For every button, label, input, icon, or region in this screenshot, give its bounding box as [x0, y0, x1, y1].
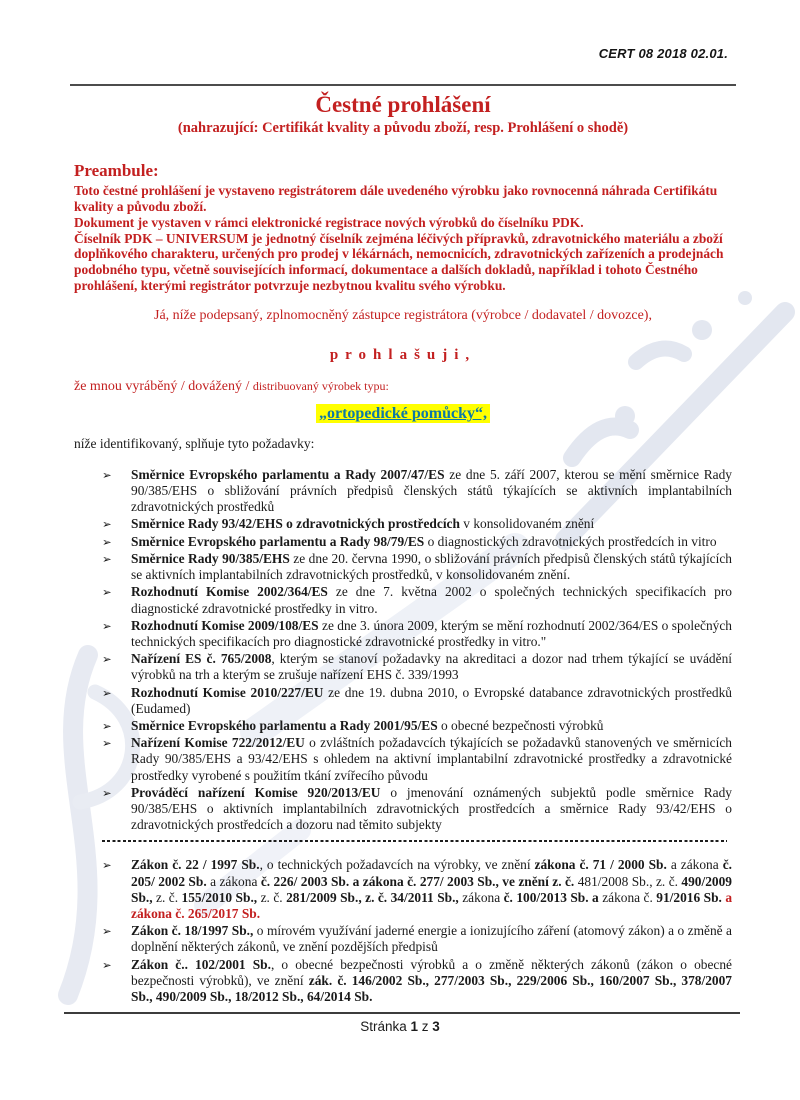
- text-segment: zákona č.: [602, 889, 657, 905]
- arrow-bullet-icon: ➢: [102, 467, 112, 482]
- arrow-bullet-icon: ➢: [102, 924, 112, 939]
- product-name-row: [74, 405, 732, 423]
- list-item: [74, 957, 732, 1006]
- arrow-bullet-icon: ➢: [102, 957, 112, 972]
- text-segment: č. 226/ 2003 Sb. a zákona č. 277/ 2003 Sb., ve znění z. č.: [260, 873, 578, 889]
- text-segment: v konsolidovaném znění: [459, 516, 595, 532]
- text-segment: zákona: [462, 889, 504, 905]
- text-segment: o obecné bezpečnosti výrobků: [437, 717, 604, 733]
- text-segment: 91/2016 Sb.: [656, 889, 726, 905]
- footer-rule: [64, 1012, 740, 1014]
- text-segment: zákona č. 71 / 2000 Sb.: [534, 857, 667, 873]
- product-type-line-small: distribuovaný výrobek typu:: [252, 378, 389, 393]
- document-reference-code: CERT 08 2018 02.01.: [598, 46, 728, 61]
- eu-regulations-list: [74, 467, 732, 833]
- text-segment: Směrnice Evropského parlamentu a Rady 2007/47/ES: [131, 466, 445, 482]
- arrow-bullet-icon: ➢: [102, 736, 112, 751]
- list-item: [74, 584, 732, 616]
- highlighted-product-name: „ortopedické pomůcky“,: [316, 404, 490, 423]
- arrow-bullet-icon: ➢: [102, 652, 112, 667]
- text-segment: Prováděcí nařízení Komise 920/2013/EU: [131, 784, 381, 800]
- arrow-bullet-icon: ➢: [102, 585, 112, 600]
- page-number-label: Stránka: [360, 1019, 407, 1034]
- text-segment: Nařízení Komise 722/2012/EU: [131, 735, 305, 751]
- text-segment: z. č.: [260, 889, 287, 905]
- list-item: [74, 551, 732, 583]
- preamble-heading: Preambule:: [74, 161, 159, 181]
- page-number-separator: z: [421, 1019, 429, 1034]
- arrow-bullet-icon: ➢: [102, 858, 112, 873]
- text-segment: o zvláštních požadavcích týkajících se požadavků stanovených ve směrnicích Rady 90/385/EHS a 93/42/EHS s ohledem na aktivní implantabilní zdravotnické prostředky a zdravotnické prostředky vyrobené s použitím tkání zvířecího původu: [131, 735, 732, 783]
- text-segment: Rozhodnutí Komise 2002/364/ES: [131, 584, 328, 600]
- text-segment: a zákona: [666, 857, 723, 873]
- text-segment: 490/2009 Sb.,: [131, 873, 732, 905]
- text-segment: 481/2008 Sb., z. č.: [577, 873, 682, 889]
- text-segment: ze dne 7. května 2002 o společných technických specifikacích pro diagnostické zdravotnické prostředky in vitro.: [131, 584, 732, 616]
- text-segment: o diagnostických zdravotnických prostředcích in vitro: [424, 533, 717, 549]
- text-segment: o jmenování oznámených subjektů podle směrnice Rady 90/385/EHS o aktivních implantabilních zdravotnických prostředcích a směrnice Rady 93/42/EHS o zdravotnických prostředcích a dozoru nad těmito subjekty: [131, 784, 732, 833]
- text-segment: ze dne 20. června 1990, o sbližování právních předpisů členských států týkajících se aktivních implantabilních zdravotnických prostředků, v konsolidovaném znění.: [131, 550, 732, 583]
- list-item: [74, 735, 732, 784]
- text-segment: ze dne 5. září 2007, kterou se mění směrnice Rady 90/385/EHS o sbližování právních předpisů členských států týkajících se aktivních implantabilních zdravotnických prostředků: [131, 466, 732, 515]
- arrow-bullet-icon: ➢: [102, 517, 112, 532]
- requirements-intro: níže identifikovaný, splňuje tyto požadavky:: [74, 435, 315, 451]
- text-segment: , o technických požadavcích na výrobky, ve znění: [259, 857, 535, 873]
- text-segment: 281/2009 Sb., z. č. 34/2011 Sb.,: [286, 889, 463, 905]
- list-item: [74, 534, 732, 550]
- document-title: Čestné prohlášení: [315, 92, 491, 117]
- text-segment: zák. č. 146/2002 Sb., 277/2003 Sb., 229/2006 Sb., 160/2007 Sb., 378/2007 Sb., 490/2009 Sb., 18/2012 Sb., 64/2014 Sb.: [131, 972, 732, 1004]
- product-type-line-large: že mnou vyráběný / dovážený /: [74, 378, 253, 394]
- arrow-bullet-icon: ➢: [102, 618, 112, 633]
- document-subtitle: (nahrazující: Certifikát kvality a původu zboží, resp. Prohlášení o shodě): [177, 120, 629, 137]
- declaration-verb: prohlašuji,: [329, 346, 477, 363]
- list-item: [74, 718, 732, 734]
- text-segment: Směrnice Evropského parlamentu a Rady 98/79/ES: [131, 533, 425, 549]
- arrow-bullet-icon: ➢: [102, 785, 112, 800]
- text-segment: z. č.: [156, 889, 182, 905]
- dashed-separator: [102, 840, 727, 842]
- text-segment: Rozhodnutí Komise 2009/108/ES: [131, 617, 319, 633]
- list-item: [74, 785, 732, 834]
- preamble-paragraph: Toto čestné prohlášení je vystaveno registrátorem dále uvedeného výrobku jako rovnocenná náhrada Certifikátu kvality a původu zboží.: [74, 183, 718, 215]
- header-rule: [70, 84, 736, 86]
- arrow-bullet-icon: ➢: [102, 534, 112, 549]
- arrow-bullet-icon: ➢: [102, 551, 112, 566]
- text-segment: Zákon č. 22 / 1997 Sb.: [131, 857, 260, 873]
- text-segment: 155/2010 Sb.,: [181, 889, 261, 905]
- preamble-paragraph: Dokument je vystaven v rámci elektronické registrace nových výrobků do číselníku PDK.: [74, 214, 584, 230]
- list-item: [74, 516, 732, 532]
- text-segment: č. 100/2013 Sb. a: [503, 889, 603, 905]
- text-segment: Směrnice Rady 90/385/EHS: [131, 550, 290, 566]
- text-segment: Směrnice Evropského parlamentu a Rady 2001/95/ES: [131, 717, 438, 733]
- text-segment: , kterým se stanoví požadavky na akreditaci a dozor nad trhem týkající se uvádění výrobků na trh a kterým se zrušuje nařízení EHS č. 339/1993: [131, 651, 732, 683]
- declarant-line: Já, níže podepsaný, zplnomocněný zástupce registrátora (výrobce / dodavatel / dovozce),: [154, 307, 652, 323]
- arrow-bullet-icon: ➢: [102, 685, 112, 700]
- preamble-paragraph: Číselník PDK – UNIVERSUM je jednotný číselník zejména léčivých přípravků, zdravotnického materiálu a zboží doplňkového charakteru, určených pro prodej v lékárnách, nemocnicích, zdravotnických zařízeních a prodejnách podobného typu, včetně souvisejících informací, dokumentace a dalších dokladů, například i tohoto Čestného prohlášení, kterými registrátor potvrzuje nezbytnou kvalitu svého výrobku.: [74, 230, 724, 294]
- page-number: [0, 1019, 800, 1034]
- text-segment: Zákon č.. 102/2001 Sb.: [131, 956, 271, 972]
- text-segment: Nařízení ES č. 765/2008: [131, 651, 272, 667]
- page-number-total: 3: [432, 1019, 440, 1034]
- text-segment: ze dne 3. února 2009, kterým se mění rozhodnutí 2002/364/ES o společných technických specifikacích pro diagnostické zdravotnické prostředky in vitro.": [131, 617, 733, 649]
- text-segment: ze dne 19. dubna 2010, o Evropské databance zdravotnických prostředků (Eudamed): [131, 684, 732, 716]
- list-item: [74, 923, 732, 955]
- preamble-text: [74, 183, 732, 294]
- text-segment: č. 205/ 2002 Sb.: [131, 857, 732, 889]
- text-segment: Rozhodnutí Komise 2010/227/EU: [131, 684, 324, 700]
- text-segment: a zákona č. 265/2017 Sb.: [131, 889, 733, 921]
- product-type-line: [74, 379, 732, 395]
- list-item: [74, 467, 732, 516]
- national-laws-list: [74, 857, 732, 1005]
- list-item: [74, 857, 732, 922]
- text-segment: o mírovém využívání jaderné energie a ionizujícího záření (atomový zákon) a o změně a doplnění některých zákonů, ve znění pozdějších předpisů: [131, 923, 732, 955]
- page-number-current: 1: [410, 1019, 418, 1034]
- text-segment: Zákon č. 18/1997 Sb.,: [131, 923, 254, 939]
- document-body: [0, 92, 800, 1005]
- text-segment: , o obecné bezpečnosti výrobků a o změně některých zákonů (zákon o obecné bezpečnosti výrobků), ve znění: [131, 956, 732, 988]
- arrow-bullet-icon: ➢: [102, 718, 112, 733]
- text-segment: a zákona: [210, 873, 261, 889]
- list-item: [74, 685, 732, 717]
- list-item: [74, 651, 732, 683]
- text-segment: Směrnice Rady 93/42/EHS o zdravotnických prostředcích: [131, 516, 460, 532]
- list-item: [74, 618, 732, 650]
